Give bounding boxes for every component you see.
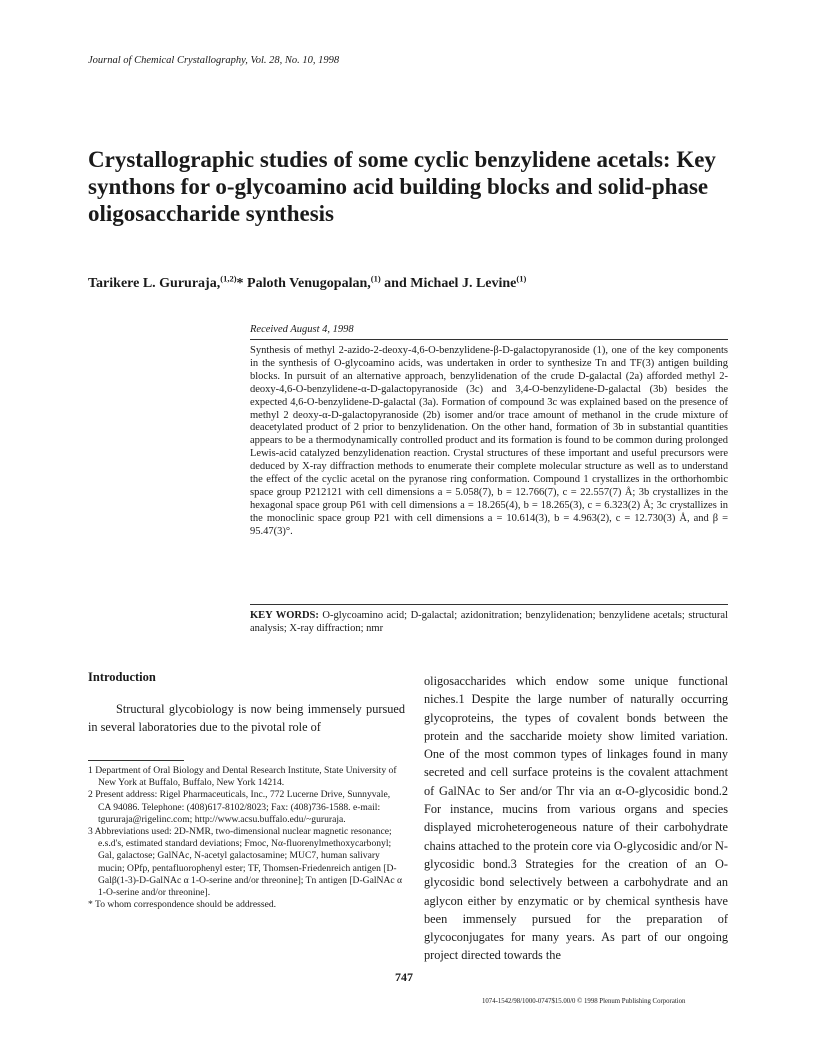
keywords-rule [250,604,728,605]
author-2: Paloth Venugopalan,$^{(1)}$ [243,273,381,291]
author-list [88,273,526,292]
footnote-rule [88,760,184,761]
abstract: Synthesis of methyl 2-azido-2-deoxy-4,6-O-benzylidene-β-D-galactopyranoside (1), one of the key components in the synthesis of O-glycoamino acids, was undertaken in order to synthesize Tn and TF(3) antigen building blocks. In pursuit of an alternative approach, benzylidenation of the crude D-galactal (2a) afforded methyl 2-deoxy-4,6-O-benzylidene-α-D-galactopyranoside (3c) and 3,4-O-benzylidene-D-galactal (3b) besides the expected 4,6-O-benzylidene-D-galactal (3a). Formation of compound 3c was explained based on the presence of methyl 2 deoxy-α-D-galactopyranoside (2b) isomer and/or trace amount of methanol in the crude mixture of deacetylated product of 2 prior to benzylidenation. On the other hand, formation of 3b in substantial quantities appears to be a thermodynamically controlled product and its formation is found to be common during prolonged Lewis-acid catalyzed benzylidenation reaction. Crystal structures of these important and useful precursors were deduced by X-ray diffraction methods to enumerate their complete molecular structure as well as to understand the effect of the cyclic acetal on the pyranose ring conformation. Compound 1 crystallizes in the orthorhombic space group P212121 with cell dimensions a = 5.058(7), b = 12.766(7), c = 22.557(7) Å; 3b crystallizes in the hexagonal space group P61 with cell dimensions a = 18.265(4), b = 18.265(3), c = 6.323(2) Å; 3c crystallizes in the monoclinic space group P21 with cell dimensions a = 10.614(3), b = 4.963(2), c = 12.730(3) Å, and β = 95.47(3)°. [250,345,728,537]
keywords-label: KEY WORDS: [250,610,319,621]
footnote-4: * To whom correspondence should be addressed. [88,899,277,911]
author-1: Tarikere L. Gururaja,$^{(1,2)}$* [88,273,244,291]
footnote-1: 1 Department of Oral Biology and Dental Research Institute, State University of New York at Buffalo, Buffalo, New York 14214. [88,765,397,789]
copyright-line: 1074-1542/98/1000-0747$15.00/0 © 1998 Plenum Publishing Corporation [482,998,686,1005]
journal-citation: Journal of Chemical Crystallography, Vol. 28, No. 10, 1998 [88,55,340,66]
section-heading-introduction: Introduction [88,670,156,684]
keywords [250,610,728,636]
footnote-3: 3 Abbreviations used: 2D-NMR, two-dimensional nuclear magnetic resonance; e.s.d's, estimated standard deviations; Fmoc, Nα-fluorenylmethoxycarbonyl; Gal, galactose; GalNAc, N-acetyl galactosamine; MUC7, human salivary mucin; OPfp, pentafluorophenyl ester; TF, Thomsen-Friedenreich antigen [D-Galβ(1-3)-D-GalNAc α 1-O-serine and/or threonine]; Tn antigen [D-GalNAc α 1-O-serine and/or threonine]. [88,826,403,899]
page-number: 747 [395,970,413,984]
intro-paragraph-left: Structural glycobiology is now being immensely pursued in several laboratories due to the pivotal role of [88,702,405,735]
article-title: Crystallographic studies of some cyclic benzylidene acetals: Key synthons for o-glycoamino acid building blocks and solid-phase oligosaccharide synthesis [88,147,716,226]
keywords-text: O-glycoamino acid; D-galactal; azidonitration; benzylidenation; benzylidene acetals; structural analysis; X-ray diffraction; nmr [250,610,729,634]
intro-paragraph-right: oligosaccharides which endow some unique functional niches.1 Despite the large number of naturally occurring glycoproteins, the types of covalent bonds between the protein and the saccharide moiety show limited variation. One of the most common types of linkages found in many secreted and cell surface proteins is the covalent attachment of GalNAc to Ser and/or Thr via an α-O-glycosidic bond.2 For instance, mucins from various organs and species displayed microheterogeneous nature of their carbohydrate chains attached to the protein core via O-glycosidic and/or N-glycosidic bond.3 Strategies for the creation of an O-glycosidic bond selectively between a carbohydrate and an aglycon either by enzymatic or by chemical synthesis have been immensely pursued for the preparation of glycoconjugates for many years. As part of our ongoing project directed towards the [424,674,728,963]
abstract-top-rule [250,339,728,340]
received-date: Received August 4, 1998 [250,324,354,335]
author-3: and Michael J. Levine$^{(1)}$ [380,273,527,291]
footnote-2: 2 Present address: Rigel Pharmaceuticals, Inc., 772 Lucerne Drive, Sunnyvale, CA 94086. Telephone: (408)617-8102/8023; Fax: (408)736-1588. e-mail: tgururaja@rigelinc.com; http://www.acsu.buffalo.edu/~gururaja. [88,789,391,825]
footnotes [88,765,405,911]
